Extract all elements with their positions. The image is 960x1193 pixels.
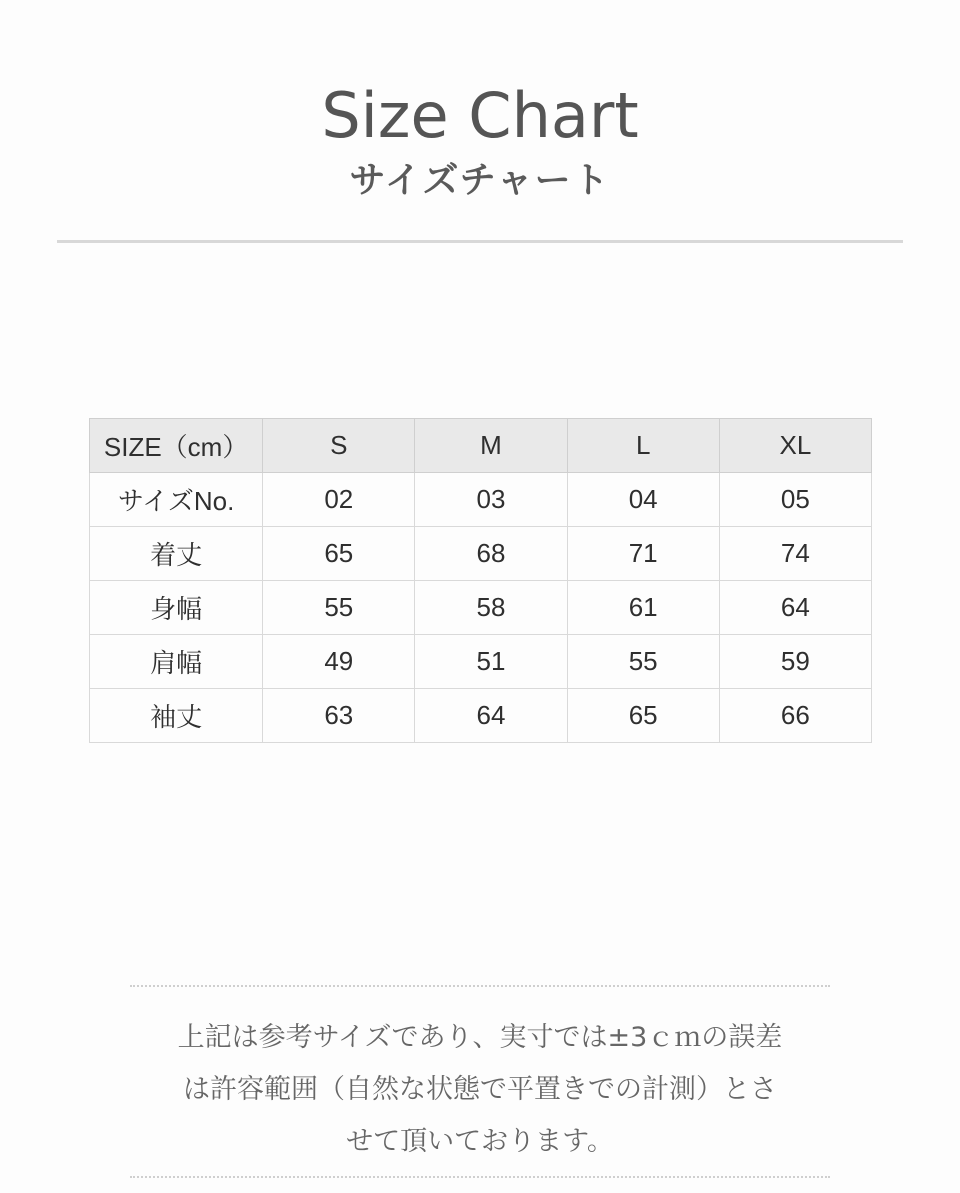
size-chart-table bbox=[89, 418, 872, 743]
row-label: サイズNo. bbox=[90, 473, 263, 527]
table-cell: 63 bbox=[263, 689, 415, 743]
table-row bbox=[90, 473, 872, 527]
row-label: 身幅 bbox=[90, 581, 263, 635]
table-cell: 59 bbox=[719, 635, 871, 689]
table-cell: 68 bbox=[415, 527, 567, 581]
table-row bbox=[90, 527, 872, 581]
table-row bbox=[90, 689, 872, 743]
table-header-size: XL bbox=[719, 419, 871, 473]
table-cell: 61 bbox=[567, 581, 719, 635]
table-header-size: S bbox=[263, 419, 415, 473]
note-line: は許容範囲（自然な状態で平置きでの計測）とさ bbox=[183, 1074, 777, 1105]
table-cell: 74 bbox=[719, 527, 871, 581]
table-cell: 03 bbox=[415, 473, 567, 527]
note-line: せて頂いております。 bbox=[346, 1126, 614, 1157]
table-cell: 64 bbox=[415, 689, 567, 743]
row-label: 着丈 bbox=[90, 527, 263, 581]
page-subtitle: サイズチャート bbox=[349, 160, 611, 201]
table-header-row bbox=[90, 419, 872, 473]
table-header-size: M bbox=[415, 419, 567, 473]
table-cell: 55 bbox=[567, 635, 719, 689]
table-header-size: L bbox=[567, 419, 719, 473]
table-cell: 49 bbox=[263, 635, 415, 689]
measurement-note bbox=[130, 1012, 830, 1168]
table-cell: 55 bbox=[263, 581, 415, 635]
table-cell: 64 bbox=[719, 581, 871, 635]
row-label: 袖丈 bbox=[90, 689, 263, 743]
table-cell: 51 bbox=[415, 635, 567, 689]
header-divider bbox=[57, 240, 903, 243]
note-divider-top bbox=[130, 985, 830, 987]
page-title: Size Chart bbox=[321, 79, 639, 152]
table-cell: 71 bbox=[567, 527, 719, 581]
note-line: 上記は参考サイズであり、実寸では±3ｃｍの誤差 bbox=[177, 1022, 783, 1053]
note-divider-bottom bbox=[130, 1176, 830, 1178]
table-row bbox=[90, 635, 872, 689]
table-header-label: SIZE（cm） bbox=[90, 419, 263, 473]
table-cell: 65 bbox=[263, 527, 415, 581]
table-row bbox=[90, 581, 872, 635]
table-cell: 04 bbox=[567, 473, 719, 527]
table-cell: 02 bbox=[263, 473, 415, 527]
row-label: 肩幅 bbox=[90, 635, 263, 689]
table-cell: 05 bbox=[719, 473, 871, 527]
table-cell: 58 bbox=[415, 581, 567, 635]
table-cell: 65 bbox=[567, 689, 719, 743]
table-cell: 66 bbox=[719, 689, 871, 743]
